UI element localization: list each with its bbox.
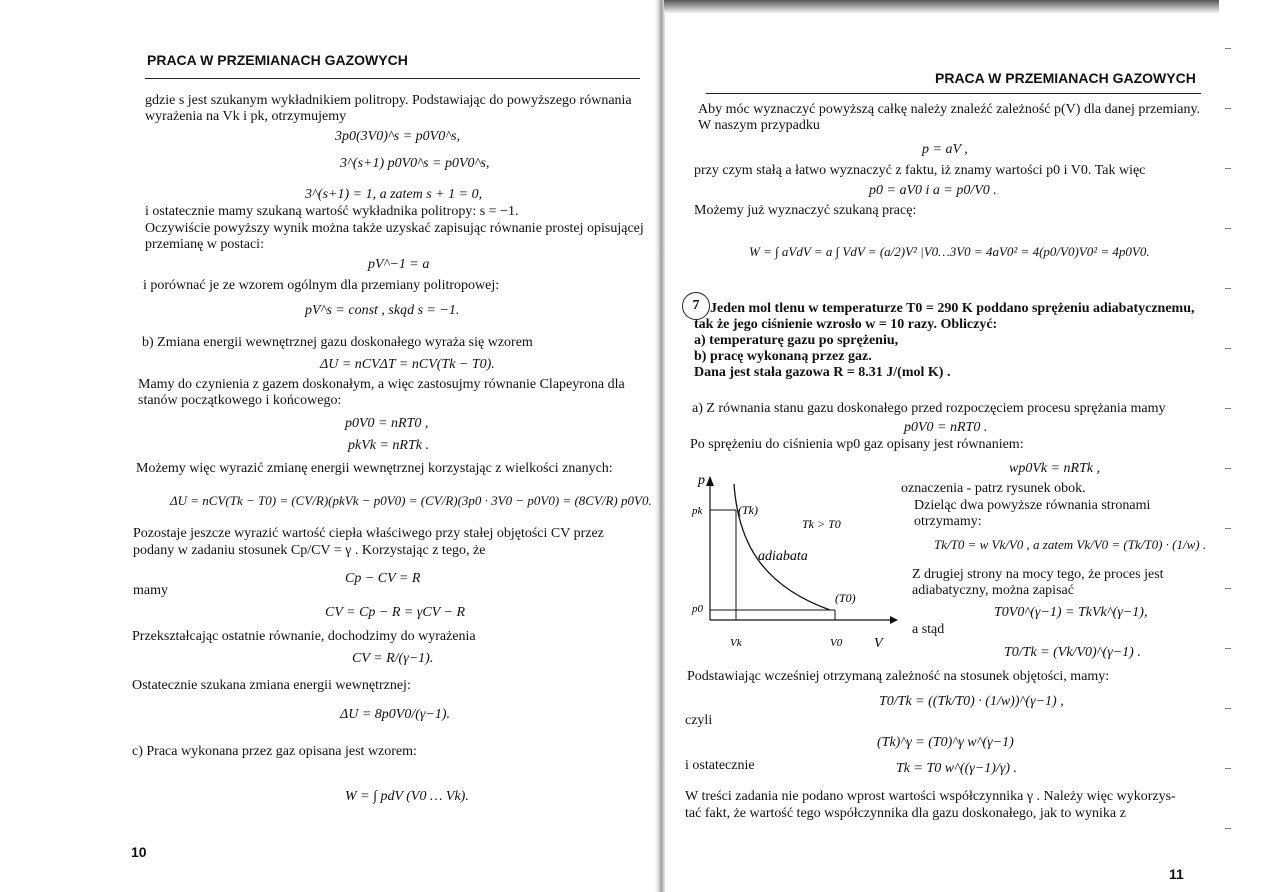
text-line: Możemy już wyznaczyć szukaną pracę: xyxy=(694,203,917,218)
text-line: W treści zadania nie podano wprost wartości współczynnika γ . Należy więc wykorzys- xyxy=(685,789,1176,804)
equation: ΔU = 8p0V0/(γ−1). xyxy=(340,707,451,722)
adiabat-figure xyxy=(690,470,900,652)
equation: T0/Tk = (Vk/V0)^(γ−1) . xyxy=(1004,645,1141,660)
scan-mark xyxy=(1225,588,1231,589)
page-number: 11 xyxy=(1169,866,1184,882)
pk-label: pk xyxy=(692,505,703,517)
scan-mark xyxy=(1225,408,1231,409)
page-number: 10 xyxy=(131,844,147,860)
text-line: przy czym stałą a łatwo wyznaczyć z faktu, iż znamy wartości p0 i V0. Tak więc xyxy=(694,163,1146,178)
text-line: Podstawiając wcześniej otrzymaną zależność na stosunek objętości, mamy: xyxy=(687,669,1110,684)
equation: ΔU = nCV(Tk − T0) = (CV/R)(pkVk − p0V0) = (CV/R)(3p0 · 3V0 − p0V0) = (8CV/R) p0V0. xyxy=(170,493,652,508)
tk-label: (Tk) xyxy=(738,503,758,517)
x-axis-label: V xyxy=(874,636,883,651)
text-line: W naszym przypadku xyxy=(698,118,820,133)
header-rule xyxy=(706,93,1201,94)
text-line: i ostatecznie xyxy=(685,758,755,773)
scan-mark xyxy=(1225,168,1231,169)
page-header: PRACA W PRZEMIANACH GAZOWYCH xyxy=(147,52,408,68)
equation: pkVk = nRTk . xyxy=(348,438,429,453)
text-line: podany w zadaniu stosunek Cp/CV = γ . Korzystając z tego, że xyxy=(133,543,486,558)
text-line: Dana jest stała gazowa R = 8.31 J/(mol K) . xyxy=(694,365,951,380)
scan-mark xyxy=(1225,108,1231,109)
p0-label: p0 xyxy=(692,603,703,615)
text-line: Ostatecznie szukana zmiana energii wewnętrznej: xyxy=(132,678,411,693)
text-line: stanów początkowego i końcowego: xyxy=(138,393,342,408)
text-line: adiabatyczny, można zapisać xyxy=(912,583,1074,598)
text-line: Pozostaje jeszcze wyrazić wartość ciepła właściwego przy stałej objętości CV przez xyxy=(133,526,604,541)
problem-number-badge: 7 xyxy=(682,292,710,320)
text-line: b) pracę wykonaną przez gaz. xyxy=(694,349,872,364)
scan-mark xyxy=(1225,468,1231,469)
text-line: Z drugiej strony na mocy tego, że proces jest xyxy=(912,567,1164,582)
scan-mark xyxy=(1225,528,1231,529)
header-rule xyxy=(145,78,640,79)
equation: 3^(s+1) p0V0^s = p0V0^s, xyxy=(340,156,490,171)
scan-mark xyxy=(1225,228,1231,229)
text-line: Jeden mol tlenu w temperaturze T0 = 290 K poddano sprężeniu adiabatycznemu, xyxy=(710,301,1195,316)
equation: ΔU = nCVΔT = nCV(Tk − T0). xyxy=(320,357,495,372)
equation: p = aV , xyxy=(922,142,968,157)
scan-mark xyxy=(1225,288,1231,289)
text-line: c) Praca wykonana przez gaz opisana jest wzorem: xyxy=(132,744,417,759)
vk-label: Vk xyxy=(730,637,742,649)
scan-mark xyxy=(1225,708,1231,709)
scan-mark xyxy=(1225,768,1231,769)
text-line: mamy xyxy=(133,583,168,598)
scan-mark xyxy=(1225,48,1231,49)
x-axis-arrow xyxy=(890,616,898,624)
scan-mark xyxy=(1225,828,1231,829)
equation: pV^s = const , skąd s = −1. xyxy=(305,303,460,318)
right-page xyxy=(664,0,1263,892)
equation: pV^−1 = a xyxy=(368,257,430,272)
scan-mark xyxy=(1225,348,1231,349)
equation: Cp − CV = R xyxy=(345,571,421,586)
text-line: i ostatecznie mamy szukaną wartość wykładnika politropy: s = −1. xyxy=(145,204,519,219)
text-line: Dzieląc dwa powyższe równania stronami xyxy=(914,498,1151,513)
equation: CV = Cp − R = γCV − R xyxy=(325,605,466,620)
text-line: Aby móc wyznaczyć powyższą całkę należy znaleźć zależność p(V) dla danej przemiany. xyxy=(698,102,1201,117)
equation: p0 = aV0 i a = p0/V0 . xyxy=(869,183,997,198)
text-line: i porównać je ze wzorem ogólnym dla przemiany politropowej: xyxy=(143,278,500,293)
text-line: Możemy więc wyrazić zmianę energii wewnętrznej korzystając z wielkości znanych: xyxy=(136,461,613,476)
equation: W = ∫ aVdV = a ∫ VdV = (a/2)V² |V0…3V0 = 4aV0² = 4(p0/V0)V0² = 4p0V0. xyxy=(749,244,1150,259)
text-line: Po sprężeniu do ciśnienia wp0 gaz opisany jest równaniem: xyxy=(690,437,1024,452)
text-line: przemianę w postaci: xyxy=(145,237,264,252)
curve-label: adiabata xyxy=(758,549,808,564)
equation: p0V0 = nRT0 . xyxy=(904,420,988,435)
text-line: a stąd xyxy=(912,622,945,637)
equation: T0V0^(γ−1) = TkVk^(γ−1), xyxy=(994,605,1148,620)
equation: Tk = T0 w^((γ−1)/γ) . xyxy=(896,761,1017,776)
y-axis-label: p xyxy=(698,473,705,488)
equation: CV = R/(γ−1). xyxy=(352,651,434,666)
text-line: wyrażenia na Vk i pk, otrzymujemy xyxy=(145,109,347,124)
equation: 3^(s+1) = 1, a zatem s + 1 = 0, xyxy=(305,187,483,202)
equation: W = ∫ pdV (V0 … Vk). xyxy=(345,789,469,804)
text-line: Mamy do czynienia z gazem doskonałym, a więc zastosujmy równanie Clapeyrona dla xyxy=(138,377,625,392)
text-line: oznaczenia - patrz rysunek obok. xyxy=(901,481,1086,496)
text-line: gdzie s jest szukanym wykładnikiem politropy. Podstawiając do powyższego równania xyxy=(145,93,632,108)
relation-label: Tk > T0 xyxy=(802,517,841,531)
equation: wp0Vk = nRTk , xyxy=(1009,461,1101,476)
text-line: otrzymamy: xyxy=(914,514,982,529)
text-line: b) Zmiana energii wewnętrznej gazu doskonałego wyraża się wzorem xyxy=(142,335,533,350)
equation: Tk/T0 = w Vk/V0 , a zatem Vk/V0 = (Tk/T0) · (1/w) . xyxy=(934,537,1207,552)
text-line: czyli xyxy=(685,713,713,728)
y-axis-arrow xyxy=(706,476,714,486)
page-header: PRACA W PRZEMIANACH GAZOWYCH xyxy=(935,70,1196,86)
scan-mark xyxy=(1225,648,1231,649)
equation: T0/Tk = ((Tk/T0) · (1/w))^(γ−1) , xyxy=(879,694,1064,709)
equation: (Tk)^γ = (T0)^γ w^(γ−1) xyxy=(877,735,1014,750)
equation: 3p0(3V0)^s = p0V0^s, xyxy=(335,129,461,144)
text-line: Przekształcając ostatnie równanie, dochodzimy do wyrażenia xyxy=(132,629,476,644)
text-line: tak że jego ciśnienie wzrosło w = 10 razy. Obliczyć: xyxy=(694,317,998,332)
text-line: Oczywiście powyższy wynik można także uzyskać zapisując równanie prostej opisującej xyxy=(145,221,644,236)
equation: p0V0 = nRT0 , xyxy=(345,416,429,431)
text-line: a) Z równania stanu gazu doskonałego przed rozpoczęciem procesu sprężania mamy xyxy=(692,401,1166,416)
v0-label: V0 xyxy=(830,637,843,649)
text-line: a) temperaturę gazu po sprężeniu, xyxy=(694,333,899,348)
text-line: tać fakt, że wartość tego współczynnika dla gazu doskonałego, jak to wynika z xyxy=(685,806,1126,821)
t0-label: (T0) xyxy=(835,591,856,605)
